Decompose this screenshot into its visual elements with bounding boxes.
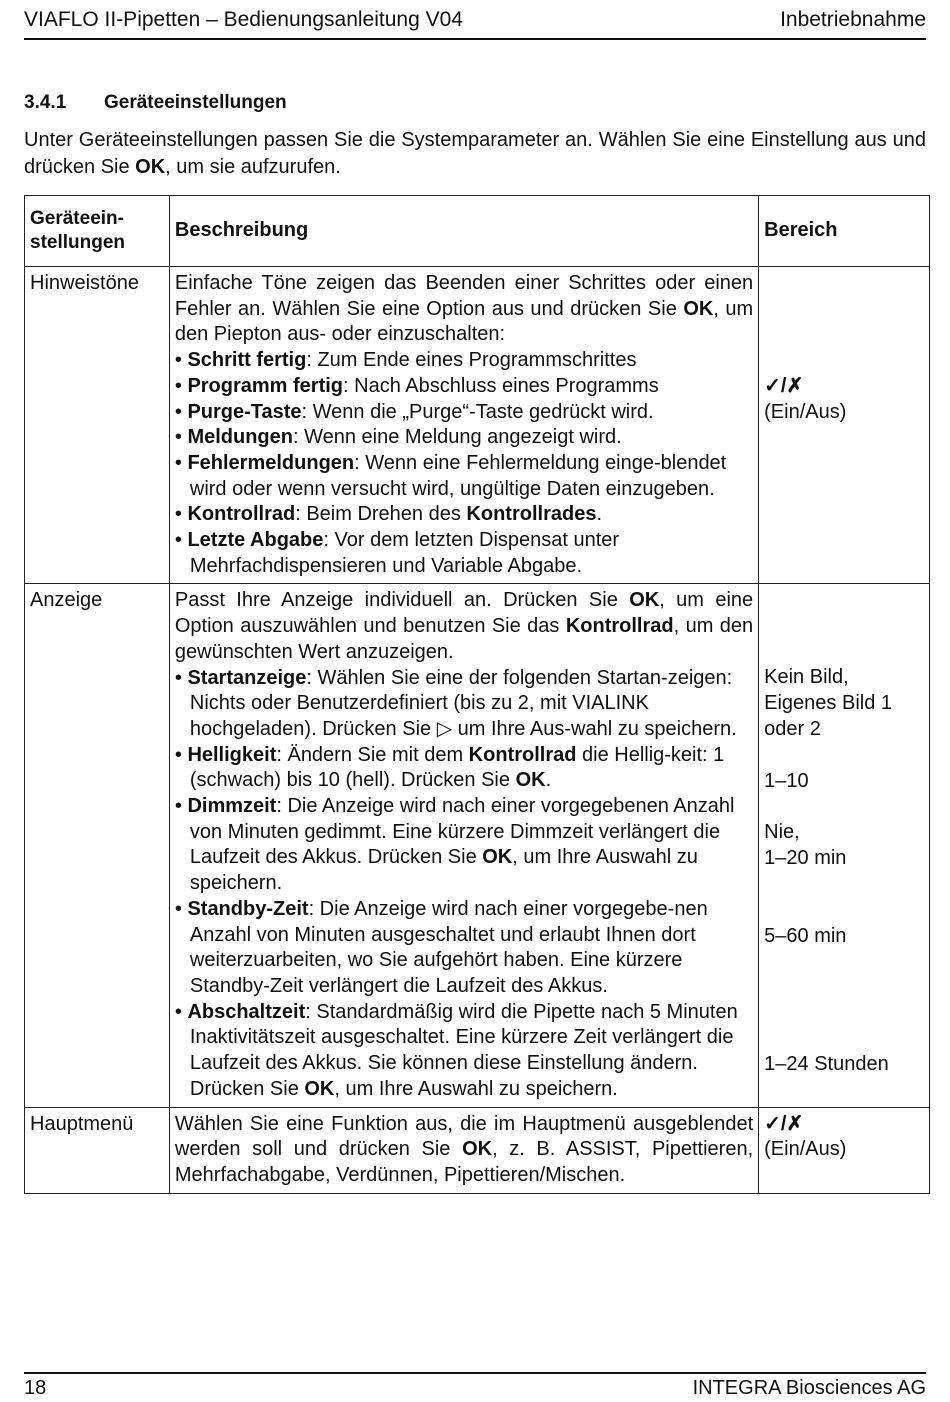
bullet-item: • Standby-Zeit: Die Anzeige wird nach einer vorgegebe-nen Anzahl von Minuten ausgeschaltet und erlaubt Ihnen dort weiterzuarbeiten, wo Sie aufgehört haben. Eine kürzere Standby-Zeit verlängert die Laufzeit des Akkus.	[174, 897, 708, 997]
bullet-item: • Startanzeige: Wählen Sie eine der folgenden Startan-zeigen: Nichts oder Benutzerdefiniert (bis zu 2, mit VIALINK hochgeladen). Drücken Sie ▷ um Ihre Aus-wahl zu speichern.	[174, 666, 737, 740]
bullet-item: • Abschaltzeit: Standardmäßig wird die Pipette nach 5 Minuten Inaktivitätszeit ausgeschaltet. Eine kürzere Zeit verlängert die Laufzeit des Akkus. Sie können diese Einstellung ändern. Drücken Sie OK, um Ihre Auswahl zu speichern.	[174, 1000, 738, 1100]
range-value: Kein Bild,	[764, 666, 849, 689]
intro-text: Unter Geräteeinstellungen passen Sie die Systemparameter an. Wählen Sie eine Einstellung aus und drücken Sie	[24, 129, 926, 178]
bullet-item: • Kontrollrad: Beim Drehen des Kontrollrades.	[174, 503, 603, 526]
description-intro: Einfache Töne zeigen das Beenden einer Schrittes oder einen Fehler an. Wählen Sie eine Option aus und drücken Sie OK, um den Piepton aus- oder einzuschalten:	[174, 272, 754, 346]
range-value: Eigenes Bild 1	[764, 692, 893, 715]
setting-description	[169, 584, 758, 1107]
page-header	[24, 6, 926, 40]
setting-name: Hinweistöne	[25, 267, 170, 584]
setting-range	[759, 584, 930, 1107]
setting-description	[169, 267, 758, 584]
bullet-item: • Letzte Abgabe: Vor dem letzten Dispensat unter Mehrfachdispensieren und Variable Abgabe.	[174, 529, 620, 577]
section-title: Geräteeinstellungen	[104, 92, 287, 113]
check-cross-icon: ✓/✗	[764, 1112, 804, 1135]
setting-range	[759, 1107, 930, 1193]
range-value: Nie,	[764, 821, 800, 844]
range-value: 1–10	[764, 769, 809, 792]
setting-name: Hauptmenü	[25, 1107, 170, 1193]
settings-table	[24, 195, 930, 1194]
range-value: 5–60 min	[764, 924, 847, 947]
table-row	[25, 267, 930, 584]
range-value: 1–24 Stunden	[764, 1053, 889, 1076]
bullet-item: • Schritt fertig: Zum Ende eines Programmschrittes	[174, 349, 637, 372]
setting-name: Anzeige	[25, 584, 170, 1107]
company-name: INTEGRA Biosciences AG	[692, 1377, 926, 1399]
ok-keyword: OK	[135, 156, 166, 178]
range-value: (Ein/Aus)	[764, 1138, 847, 1161]
bullet-item: • Dimmzeit: Die Anzeige wird nach einer vorgegebenen Anzahl von Minuten gedimmt. Eine kürzere Dimmzeit verlängert die Laufzeit des Akkus. Drücken Sie OK, um Ihre Auswahl zu speichern.	[174, 795, 735, 895]
bullet-item: • Purge-Taste: Wenn die „Purge“-Taste gedrückt wird.	[174, 400, 654, 423]
section-number: 3.4.1	[24, 92, 67, 113]
setting-description: Wählen Sie eine Funktion aus, die im Hauptmenü ausgeblendet werden soll und drücken Sie OK, z. B. ASSIST, Pipettieren, Mehrfachabgabe, Verdünnen, Pipettieren/Mischen.	[169, 1107, 758, 1193]
header-setting: Geräteein-stellungen	[25, 196, 170, 267]
chapter-title: Inbetriebnahme	[780, 8, 926, 31]
header-range: Bereich	[759, 196, 930, 267]
bullet-item: • Meldungen: Wenn eine Meldung angezeigt wird.	[174, 426, 622, 449]
bullet-item: • Helligkeit: Ändern Sie mit dem Kontrollrad die Hellig-keit: 1 (schwach) bis 10 (hell). Drücken Sie OK.	[174, 743, 725, 792]
page-number: 18	[24, 1377, 47, 1399]
range-value: oder 2	[764, 717, 821, 740]
check-cross-icon: ✓/✗	[764, 375, 804, 397]
bullet-item: • Fehlermeldungen: Wenn eine Fehlermeldung einge-blendet wird oder wenn versucht wird, ungültige Daten einzugeben.	[174, 451, 727, 500]
header-description: Beschreibung	[169, 196, 758, 267]
range-value: 1–20 min	[764, 846, 847, 869]
section-heading	[24, 92, 287, 114]
intro-text-end: , um sie aufzurufen.	[165, 156, 341, 178]
description-intro: Passt Ihre Anzeige individuell an. Drücken Sie OK, um eine Option auszuwählen und benutzen Sie das Kontrollrad, um den gewünschten Wert anzuzeigen.	[174, 589, 754, 663]
setting-range	[759, 267, 930, 584]
table-row	[25, 584, 930, 1107]
bullet-item: • Programm fertig: Nach Abschluss eines Programms	[174, 374, 659, 397]
page-footer	[24, 1372, 926, 1402]
table-row	[25, 1107, 930, 1193]
document-title: VIAFLO II-Pipetten – Bedienungsanleitung V04	[24, 8, 463, 31]
range-value: (Ein/Aus)	[764, 400, 847, 423]
section-intro	[24, 127, 926, 181]
table-header-row	[25, 196, 930, 267]
